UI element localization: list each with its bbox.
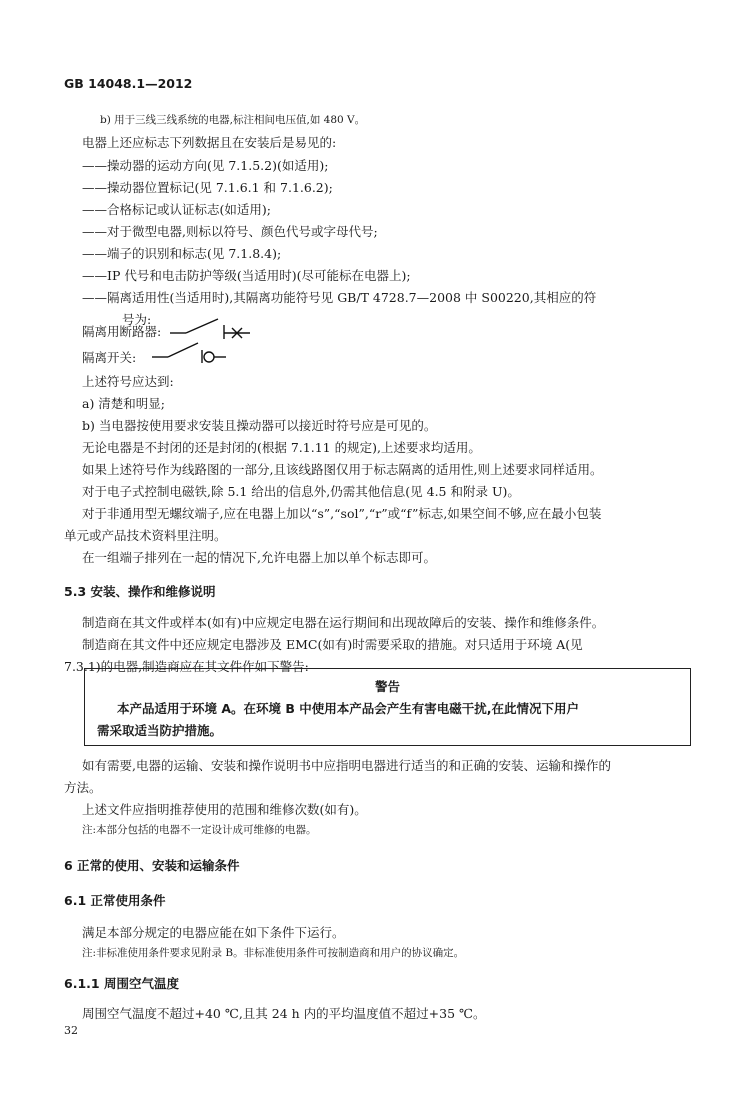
list-item-5: ——端子的识别和标志(见 7.1.8.4); — [82, 246, 282, 261]
section-6-1-heading: 6.1 正常使用条件 — [64, 893, 166, 908]
paragraph-terminals-2: 单元或产品技术资料里注明。 — [64, 528, 227, 543]
paragraph-terminal-group: 在一组端子排列在一起的情况下,允许电器上加以单个标志即可。 — [82, 550, 436, 565]
symbol2-label: 隔离开关: — [82, 350, 137, 365]
section-6-1-p1: 满足本部分规定的电器应能在如下条件下运行。 — [82, 925, 345, 940]
section-5-3-p2-line2: 7.3.1)的电器,制造商应在其文件作如下警告: — [64, 659, 309, 674]
list-item-2: ——操动器位置标记(见 7.1.6.1 和 7.1.6.2); — [82, 180, 333, 195]
symbol1-label: 隔离用断路器: — [82, 324, 162, 339]
section-6-1-1-p1: 周围空气温度不超过+40 ℃,且其 24 h 内的平均温度值不超过+35 ℃。 — [82, 1006, 486, 1021]
standard-code: GB 14048.1—2012 — [64, 76, 193, 91]
paragraph-electromagnet: 对于电子式控制电磁铁,除 5.1 给出的信息外,仍需其他信息(见 4.5 和附录 U)。 — [82, 484, 520, 499]
list-item-6: ——IP 代号和电击防护等级(当适用时)(尽可能标在电器上); — [82, 268, 411, 283]
list-item-3: ——合格标记或认证标志(如适用); — [82, 202, 271, 217]
warning-title: 警告 — [374, 679, 400, 694]
list-item-1: ——操动器的运动方向(见 7.1.5.2)(如适用); — [82, 158, 329, 173]
paragraph-enclosure: 无论电器是不封闭的还是封闭的(根据 7.1.11 的规定),上述要求均适用。 — [82, 440, 481, 455]
disconnector-isolation-symbol — [150, 340, 228, 364]
paragraph-diagram: 如果上述符号作为线路图的一部分,且该线路图仅用于标志隔离的适用性,则上述要求同样适用。 — [82, 462, 603, 477]
section-5-3-p3-line1: 如有需要,电器的运输、安装和操作说明书中应指明电器进行适当的和正确的安装、运输和操作的 — [82, 758, 611, 773]
isolation-line-1: ——隔离适用性(当适用时),其隔离功能符号见 GB/T 4728.7—2008 中 S00220,其相应的符 — [82, 290, 597, 305]
section-5-3-note: 注:本部分包括的电器不一定设计成可维修的电器。 — [82, 824, 317, 836]
section-6-heading: 6 正常的使用、安装和运输条件 — [64, 858, 240, 873]
section-5-3-p4: 上述文件应指明推荐使用的范围和维修次数(如有)。 — [82, 802, 367, 817]
circuit-breaker-isolation-symbol — [168, 316, 252, 340]
req-intro: 上述符号应达到: — [82, 374, 174, 389]
page-number: 32 — [64, 1024, 78, 1037]
warning-text-line2: 需采取适当防护措施。 — [97, 723, 223, 738]
section-6-1-1-heading: 6.1.1 周围空气温度 — [64, 976, 179, 991]
section-5-3-heading: 5.3 安装、操作和维修说明 — [64, 584, 216, 599]
section-5-3-p2-line1: 制造商在其文件中还应规定电器涉及 EMC(如有)时需要采取的措施。对只适用于环境 A(见 — [82, 637, 583, 652]
section-6-1-note: 注:非标准使用条件要求见附录 B。非标准使用条件可按制造商和用户的协议确定。 — [82, 947, 465, 959]
list-item-4: ——对于微型电器,则标以符号、颜色代号或字母代号; — [82, 224, 378, 239]
section-5-3-p1: 制造商在其文件或样本(如有)中应规定电器在运行期间和出现故障后的安装、操作和维修条件。 — [82, 615, 605, 630]
warning-box — [84, 668, 691, 746]
marking-intro: 电器上还应标志下列数据且在安装后是易见的: — [82, 135, 337, 150]
section-5-3-p3-line2: 方法。 — [64, 780, 102, 795]
paragraph-terminals-1: 对于非通用型无螺纹端子,应在电器上加以“s”,“sol”,“r”或“f”标志,如果空间不够,应在最小包装 — [82, 506, 602, 521]
req-a: a) 清楚和明显; — [82, 396, 166, 411]
item-b-voltage: b) 用于三线三线系统的电器,标注相间电压值,如 480 V。 — [100, 114, 366, 126]
isolation-line-2: 号为: — [122, 312, 152, 327]
warning-text-line1: 本产品适用于环境 A。在环境 B 中使用本产品会产生有害电磁干扰,在此情况下用户 — [117, 701, 580, 716]
req-b: b) 当电器按使用要求安装且操动器可以接近时符号应是可见的。 — [82, 418, 437, 433]
